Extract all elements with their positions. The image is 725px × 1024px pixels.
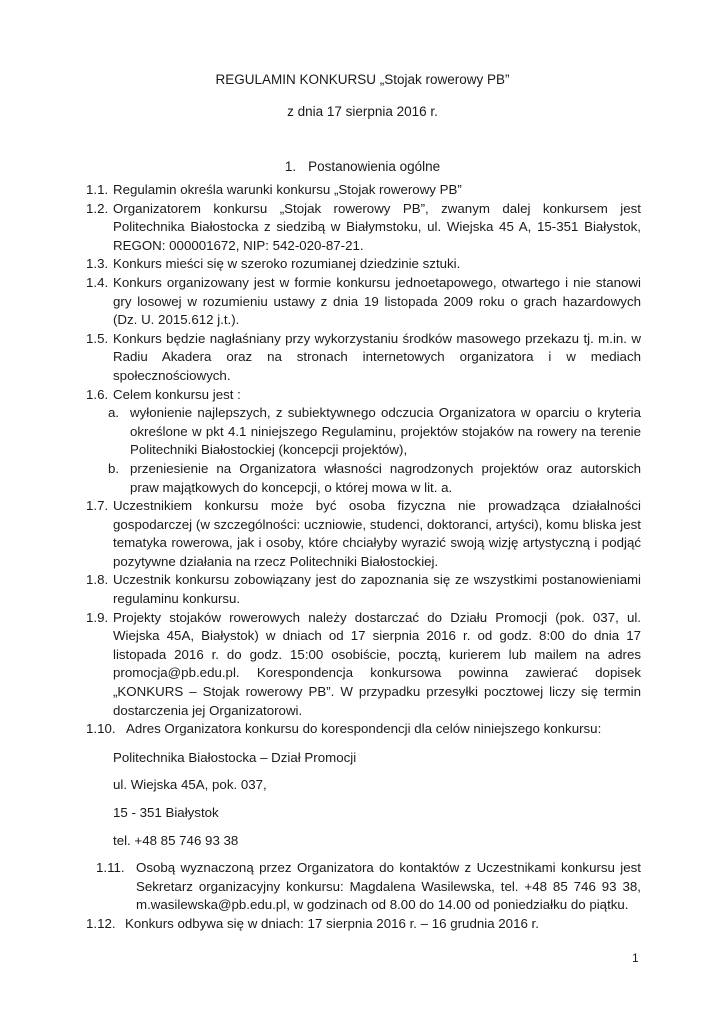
organizer-address (86, 749, 641, 850)
item-number: 1.2. (86, 200, 109, 216)
list-item (86, 255, 641, 274)
item-number: 1.10. (86, 721, 116, 737)
item-number: 1.9. (86, 609, 109, 625)
list-item (86, 497, 641, 571)
list-item (86, 200, 641, 256)
item-number: 1.7. (86, 498, 109, 514)
sub-list-item (86, 404, 641, 460)
list-item (86, 386, 641, 405)
item-number: 1.1. (86, 182, 109, 197)
item-text: Osobą wyznaczoną przez Organizatora do kontaktów z Uczestnikami konkursu jest Sekretarz organizacyjny konkursu: Magdalena Wasilewska, tel. +48 85 746 93 38, m.wasilewska@pb.edu.pl, w godzinach od 8.00 do 14.00 od poniedziałku do piątku. (136, 860, 641, 913)
list-item (86, 609, 641, 721)
page-number: 1 (632, 951, 639, 965)
address-line: ul. Wiejska 45A, pok. 037, (113, 777, 267, 793)
sub-item-text: wyłonienie najlepszych, z subiektywnego odczucia Organizatora w oparciu o kryteria określone w pkt 4.1 niniejszego Regulaminu, projektów stojaków na rowery na terenie Politechniki Białostockiej (koncepcji projektów), (130, 405, 641, 458)
list-item (86, 330, 641, 386)
section-heading (0, 159, 725, 174)
list-item (86, 915, 641, 934)
item-text: Uczestnikiem konkursu może być osoba fizyczna nie prowadząca działalności gospodarczej (w szczególności: uczniowie, studenci, doktoranci, artyści), komu bliska jest tematyka rowerowa, jak i osoby, które chciałyby wyrazić swoją wizję artystyczną i podjąć pozytywne działania na rzecz Politechniki Białostockiej. (113, 498, 641, 569)
address-phone: tel. +48 85 746 93 38 (113, 832, 239, 848)
list-item (86, 571, 641, 608)
item-text: Konkurs mieści się w szeroko rozumianej dziedzinie sztuki. (113, 256, 461, 272)
document-title: REGULAMIN KONKURSU „Stojak rowerowy PB” (215, 72, 510, 87)
list-item (86, 274, 641, 330)
item-text: Uczestnik konkursu zobowiązany jest do zapoznania się ze wszystkimi postanowieniami regulaminu konkursu. (113, 572, 641, 607)
item-number: 1.8. (86, 572, 109, 588)
sub-item-letter: b. (108, 460, 120, 476)
list-item (86, 859, 641, 915)
item-text: Regulamin określa warunki konkursu „Stojak rowerowy PB” (113, 182, 462, 197)
item-number: 1.6. (86, 386, 109, 402)
address-line: Politechnika Białostocka – Dział Promocji (113, 749, 357, 765)
item-number: 1.11. (96, 860, 125, 876)
item-text: Organizatorem konkursu „Stojak rowerowy PB”, zwanym dalej konkursem jest Politechnika Białostocka z siedzibą w Białymstoku, ul. Wiejska 45 A, 15-351 Białystok, REGON: 000001672, NIP: 542-020-87-21. (113, 200, 641, 253)
section-number: 1. (284, 159, 297, 174)
list-item (86, 181, 641, 200)
list-item (86, 720, 641, 739)
item-number: 1.3. (86, 256, 109, 272)
item-text: Konkurs będzie nagłaśniany przy wykorzystaniu środków masowego przekazu tj. m.in. w Radiu Akadera oraz na stronach internetowych organizatora i w mediach społecznościowych. (113, 330, 641, 383)
item-number: 1.12. (86, 915, 116, 931)
item-text: Konkurs organizowany jest w formie konkursu jednoetapowego, otwartego i nie stanowi gry losowej w rozumieniu ustawy z dnia 19 listopada 2009 roku o grach hazardowych (Dz. U. 2015.612 j.t.). (113, 274, 641, 328)
item-number: 1.5. (86, 330, 109, 346)
sub-item-letter: a. (108, 405, 120, 421)
sub-item-text: przeniesienie na Organizatora własności nagrodzonych projektów oraz autorskich praw majątkowych do koncepcji, o której mowa w lit. a. (130, 460, 641, 495)
sub-list-item (86, 460, 641, 497)
item-text: Adres Organizatora konkursu do korespondencji dla celów niniejszego konkursu: (126, 721, 602, 737)
section-title: Postanowienia ogólne (308, 159, 441, 174)
item-text: Celem konkursu jest : (113, 386, 241, 402)
address-line: 15 - 351 Białystok (113, 805, 219, 820)
item-text: Projekty stojaków rowerowych należy dostarczać do Działu Promocji (pok. 037, ul. Wiejska 45A, Białystok) w dniach od 17 sierpnia 2016 r. od godz. 8:00 do dnia 17 listopada 2016 r. do godz. 15:00 osobiście, pocztą, kurierem lub mailem na adres promocja@pb.edu.pl. Korespondencja konkursowa powinna zawierać dopisek „KONKURS – Stojak rowerowy PB”. W przypadku przesyłki pocztowej liczy się termin dostarczenia jej Organizatorowi. (113, 609, 641, 718)
document-body (86, 181, 641, 934)
document-date: z dnia 17 sierpnia 2016 r. (287, 104, 438, 119)
item-number: 1.4. (86, 274, 109, 290)
item-text: Konkurs odbywa się w dniach: 17 sierpnia 2016 r. – 16 grudnia 2016 r. (125, 915, 539, 931)
